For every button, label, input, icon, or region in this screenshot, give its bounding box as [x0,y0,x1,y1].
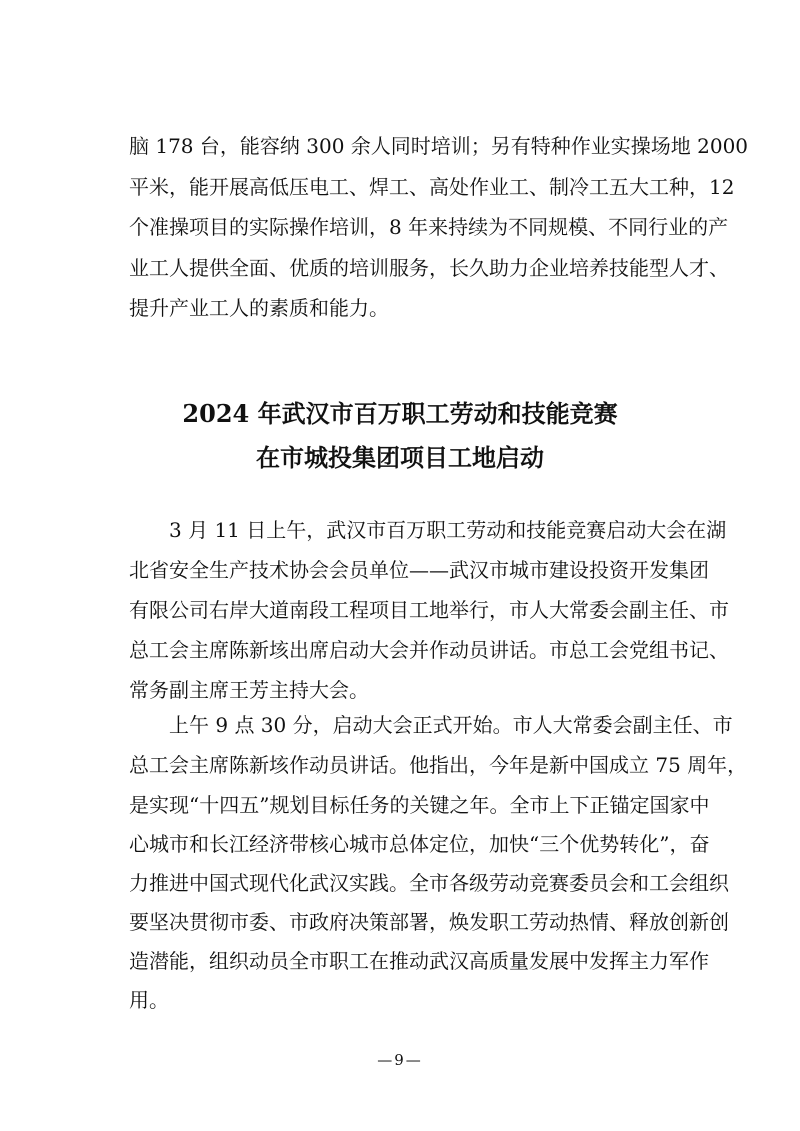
page-number: —9— [377,1051,423,1069]
prev-paragraph-line-1: 脑 178 台，能容纳 300 余人同时培训；另有特种作业实操场地 2000 [129,134,749,158]
article-paragraph-2-line-1: 上午 9 点 30 分，启动大会正式开始。市人大常委会副主任、市 [169,713,733,737]
article-paragraph-2-line-2: 总工会主席陈新垓作动员讲话。他指出，今年是新中国成立 75 周年， [129,753,748,777]
article-paragraph-1-line-1: 3 月 11 日上午，武汉市百万职工劳动和技能竞赛启动大会在湖 [169,518,727,542]
article-paragraph-1-line-3: 有限公司右岸大道南段工程项目工地举行，市人大常委会副主任、市 [129,598,729,622]
article-paragraph-2-line-8: 用。 [129,988,169,1012]
article-paragraph-2-line-5: 力推进中国式现代化武汉实践。全市各级劳动竞赛委员会和工会组织 [129,871,729,895]
article-paragraph-1-line-5: 常务副主席王芳主持大会。 [129,678,369,702]
prev-paragraph-line-4: 业工人提供全面、优质的培训服务，长久助力企业培养技能型人才、 [129,256,729,280]
article-title-line-2: 在市城投集团项目工地启动 [256,443,544,472]
prev-paragraph-line-3: 个准操项目的实际操作培训，8 年来持续为不同规模、不同行业的产 [129,215,729,239]
prev-paragraph-line-5: 提升产业工人的素质和能力。 [129,296,389,320]
article-paragraph-2-line-4: 心城市和长江经济带核心城市总体定位，加快“三个优势转化”，奋 [129,832,710,856]
article-paragraph-1-line-2: 北省安全生产技术协会会员单位——武汉市城市建设投资开发集团 [129,558,709,582]
article-paragraph-2-line-3: 是实现“十四五”规划目标任务的关键之年。全市上下正锚定国家中 [129,793,710,817]
article-paragraph-1-line-4: 总工会主席陈新垓出席启动大会并作动员讲话。市总工会党组书记、 [129,638,729,662]
article-paragraph-2-line-6: 要坚决贯彻市委、市政府决策部署，焕发职工劳动热情、释放创新创 [129,910,729,934]
article-paragraph-2-line-7: 造潜能，组织动员全市职工在推动武汉高质量发展中发挥主力军作 [129,949,709,973]
article-title-line-1: 2024 年武汉市百万职工劳动和技能竞赛 [182,399,618,428]
prev-paragraph-line-2: 平米，能开展高低压电工、焊工、高处作业工、制冷工五大工种，12 [129,175,735,199]
